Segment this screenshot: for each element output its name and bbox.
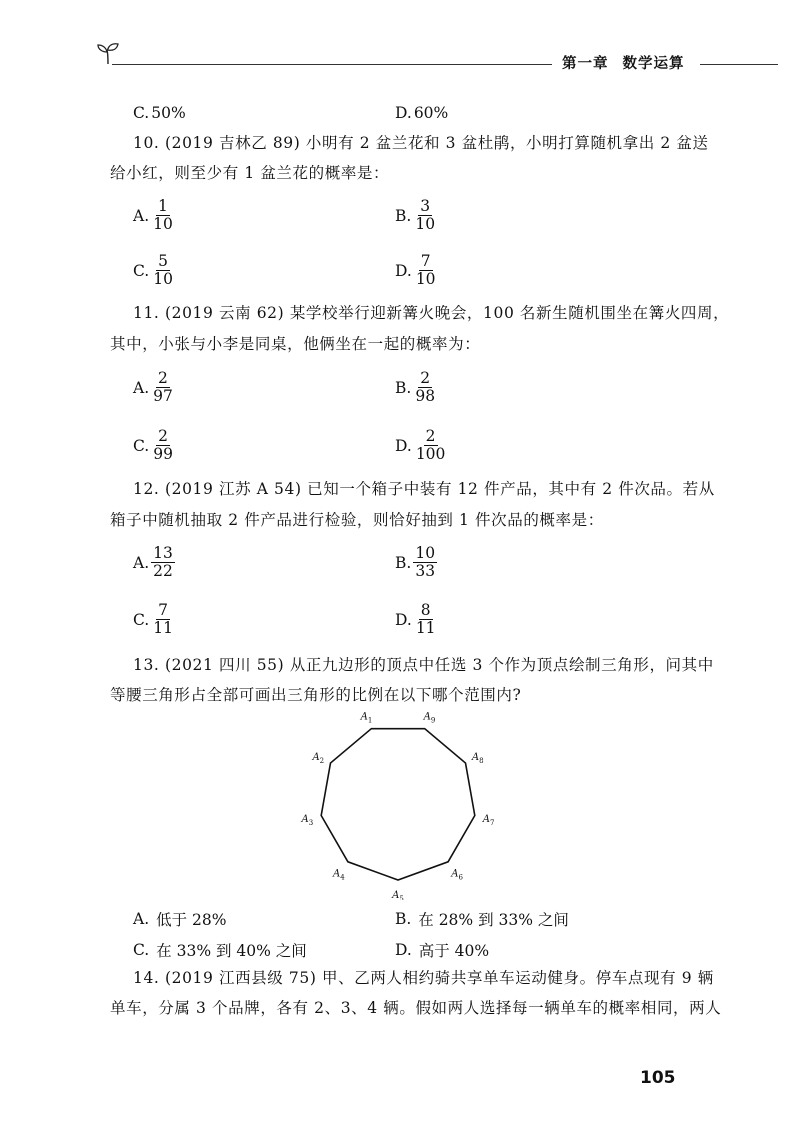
page-number: 105 xyxy=(640,1068,676,1088)
q11-option-c: C. $\frac{2}{99}$ xyxy=(133,427,173,463)
header-rule-left xyxy=(112,64,552,65)
vertex-label-a1: $A_1$ xyxy=(360,711,373,725)
nonagon-figure xyxy=(290,710,510,900)
chapter-label: 第一章 xyxy=(562,56,609,72)
vertex-label-a3: $A_3$ xyxy=(301,814,314,827)
running-header xyxy=(562,52,685,73)
q14-text-line2: 单车，分属 3 个品牌，各有 2、3、4 辆。假如两人选择每一辆单车的概率相同，两人 xyxy=(110,999,722,1017)
vertex-label-a7: $A_7$ xyxy=(482,814,495,827)
q12-option-d: D. $\frac{8}{11}$ xyxy=(395,601,436,637)
q11-option-a: A. $\frac{2}{97}$ xyxy=(133,369,173,405)
q10-option-c: C. $\frac{5}{10}$ xyxy=(133,252,173,288)
q13-option-c: C. 在 33% 到 40% 之间 xyxy=(133,941,307,960)
vertex-label-a2: $A_2$ xyxy=(312,752,325,765)
q13-text-line2: 等腰三角形占全部可画出三角形的比例在以下哪个范围内? xyxy=(110,686,522,704)
q12-option-b: B. $\frac{10}{33}$ xyxy=(395,544,436,580)
vertex-labels xyxy=(301,712,495,901)
q10-text-line2: 给小红，则至少有 1 盆兰花的概率是： xyxy=(110,164,390,182)
vertex-label-a5: $A_5$ xyxy=(392,890,404,900)
section-title: 数学运算 xyxy=(622,56,685,72)
q13-option-a: A. 低于 28% xyxy=(133,910,227,929)
q12-text-line1: 12. (2019 江苏 A 54) 已知一个箱子中装有 12 件产品，其中有 2 件次品。若从 xyxy=(133,480,715,498)
nonagon-outline xyxy=(321,729,475,880)
q10-text-line1: 10. (2019 吉林乙 89) 小明有 2 盆兰花和 3 盆杜鹃，小明打算随机拿出 2 盆送 xyxy=(133,134,709,152)
q12-option-c: C. $\frac{7}{11}$ xyxy=(133,601,173,637)
q11-option-b: B. $\frac{2}{98}$ xyxy=(395,369,436,405)
q13-option-b: B. 在 28% 到 33% 之间 xyxy=(395,910,569,929)
q10-option-b: B. $\frac{3}{10}$ xyxy=(395,197,436,233)
q12-text-line2: 箱子中随机抽取 2 件产品进行检验，则恰好抽到 1 件次品的概率是： xyxy=(110,511,604,529)
q11-text-line2: 其中，小张与小李是同桌，他俩坐在一起的概率为： xyxy=(110,335,481,353)
q9-option-c: C. 50% xyxy=(133,104,186,122)
sprout-icon xyxy=(94,40,122,66)
q12-option-a: A. $\frac{13}{22}$ xyxy=(133,544,173,580)
vertex-label-a8: $A_8$ xyxy=(471,752,484,765)
q11-text-line1: 11. (2019 云南 62) 某学校举行迎新篝火晚会，100 名新生随机围坐在篝火四周， xyxy=(133,304,730,322)
vertex-label-a4: $A_4$ xyxy=(333,868,345,882)
vertex-label-a6: $A_6$ xyxy=(451,868,463,882)
vertex-label-a9: $A_9$ xyxy=(423,711,436,725)
q14-text-line1: 14. (2019 江西县级 75) 甲、乙两人相约骑共享单车运动健身。停车点现有 9 辆 xyxy=(133,969,714,987)
q11-option-d: D. $\frac{2}{100}$ xyxy=(395,427,446,463)
q10-option-d: D. $\frac{7}{10}$ xyxy=(395,252,436,288)
q9-option-d: D. 60% xyxy=(395,104,449,122)
q13-option-d: D. 高于 40% xyxy=(395,941,490,960)
q10-option-a: A. $\frac{1}{10}$ xyxy=(133,197,173,233)
q13-text-line1: 13. (2021 四川 55) 从正九边形的顶点中任选 3 个作为顶点绘制三角形，问其中 xyxy=(133,656,714,674)
header-rule-right xyxy=(700,64,778,65)
